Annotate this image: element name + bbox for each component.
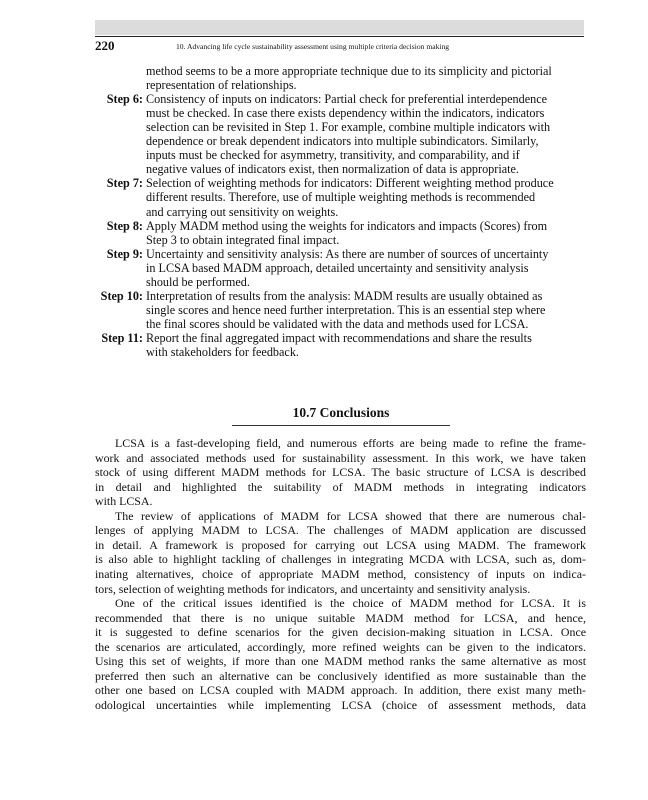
step-label: Step 11:: [101, 330, 143, 345]
step-text-line: single scores and hence need further interpretation. This is an essential step where: [146, 302, 546, 317]
paragraph-line: tors, selection of weighting methods for indicators, and uncertainty and sensitivity analysis.: [95, 581, 531, 596]
paragraph-line: in detail. A framework is proposed for carrying out LCSA using MADM. The framework: [95, 537, 586, 552]
step-text-line: method seems to be a more appropriate technique due to its simplicity and pictorial: [146, 64, 552, 78]
paragraph-line: stock of using different MADM methods for LCSA. The basic structure of LCSA is described: [95, 465, 586, 480]
paragraph-line: work and associated methods used for sustainability assessment. In this work, we have taken: [95, 450, 586, 465]
step-text-line: must be checked. In case there exists dependency within the indicators, indicators: [146, 106, 545, 121]
step-text-line: Apply MADM method using the weights for indicators and impacts (Scores) from: [146, 218, 548, 233]
paragraph-line: inating alternatives, choice of appropriate MADM method, consistency of inputs on indica-: [95, 566, 586, 581]
section-heading-underline: [232, 425, 450, 426]
step-label: Step 9:: [106, 246, 143, 261]
paragraph-line: The review of applications of MADM for LCSA showed that there are numerous chal-: [115, 508, 586, 523]
step-text-line: Step 3 to obtain integrated final impact.: [146, 232, 340, 247]
paragraph-line: Using this set of weights, if more than one MADM method ranks the same alternative as most: [95, 654, 586, 669]
step-label: Step 8:: [106, 218, 143, 233]
step-text-line: different results. Therefore, use of multiple weighting methods is recommended: [146, 190, 536, 205]
step-text-line: Interpretation of results from the analysis: MADM results are usually obtained as: [146, 288, 543, 303]
paragraph-line: One of the critical issues identified is the choice of MADM method for LCSA. It is: [115, 596, 586, 611]
step-text-line: with stakeholders for feedback.: [146, 345, 299, 359]
paragraph-line: recommended that there is no unique suitable MADM method for LCSA, and hence,: [95, 610, 586, 625]
step-label: Step 10:: [100, 288, 143, 303]
step-text-line: negative values of indicators exist, then normalization of data is appropriate.: [146, 162, 519, 177]
paragraph-line: preferred then such an alternative can be conclusively identified as more sustainable than the: [95, 668, 586, 683]
header-rule: [95, 36, 584, 37]
paragraph-line: with LCSA.: [95, 494, 153, 509]
paragraph-line: in detail and highlighted the suitability of MADM methods in integrating indicators: [95, 479, 586, 494]
page-number: 220: [95, 38, 115, 53]
paragraph-line: LCSA is a fast-developing field, and numerous efforts are being made to refine the frame-: [115, 436, 586, 450]
step-text-line: Uncertainty and sensitivity analysis: As there are number of sources of uncertainty: [146, 246, 549, 261]
header-bar: [95, 20, 584, 35]
step-text-line: selection can be revisited in Step 1. For example, combine multiple indicators with: [146, 120, 551, 135]
paragraph-line: odological uncertainties while implementing LCSA (choice of assessment methods, data: [95, 697, 586, 712]
step-label: Step 7:: [106, 176, 143, 191]
step-text-line: and carrying out sensitivity on weights.: [146, 204, 339, 219]
step-text-line: the final scores should be validated with the data and methods used for LCSA.: [146, 316, 529, 331]
paragraph-line: other one based on LCSA coupled with MADM approach. In addition, there exist many meth-: [95, 683, 586, 698]
paragraph-line: lenges of applying MADM to LCSA. The challenges of MADM application are discussed: [95, 523, 586, 538]
paragraph-line: the scenarios are articulated, accordingly, more refined weights can be given to the indicators.: [95, 639, 586, 654]
section-heading: 10.7 Conclusions: [292, 405, 390, 420]
paragraph-line: is also able to highlight tackling of challenges in integrating MCDA with LCSA, such as, dom-: [95, 552, 586, 567]
step-text-line: should be performed.: [146, 274, 250, 289]
step-text-line: dependence or break dependent indicators into multiple subindicators. Similarly,: [146, 134, 539, 149]
step-text-line: in LCSA based MADM approach, detailed uncertainty and sensitivity analysis: [146, 260, 529, 275]
step-text-line: Selection of weighting methods for indicators: Different weighting method produce: [146, 176, 554, 191]
step-label: Step 6:: [106, 92, 143, 107]
step-text-line: inputs must be checked for asymmetry, transitivity, and comparability, and if: [146, 148, 520, 163]
step-text-line: Consistency of inputs on indicators: Partial check for preferential interdependence: [146, 92, 548, 107]
step-text-line: representation of relationships.: [146, 78, 297, 93]
paragraph-line: it is suggested to define scenarios for the given decision-making situation in LCSA. Once: [95, 625, 586, 640]
running-head: 10. Advancing life cycle sustainability assessment using multiple criteria decision making: [176, 42, 450, 51]
step-text-line: Report the final aggregated impact with recommendations and share the results: [146, 330, 532, 345]
